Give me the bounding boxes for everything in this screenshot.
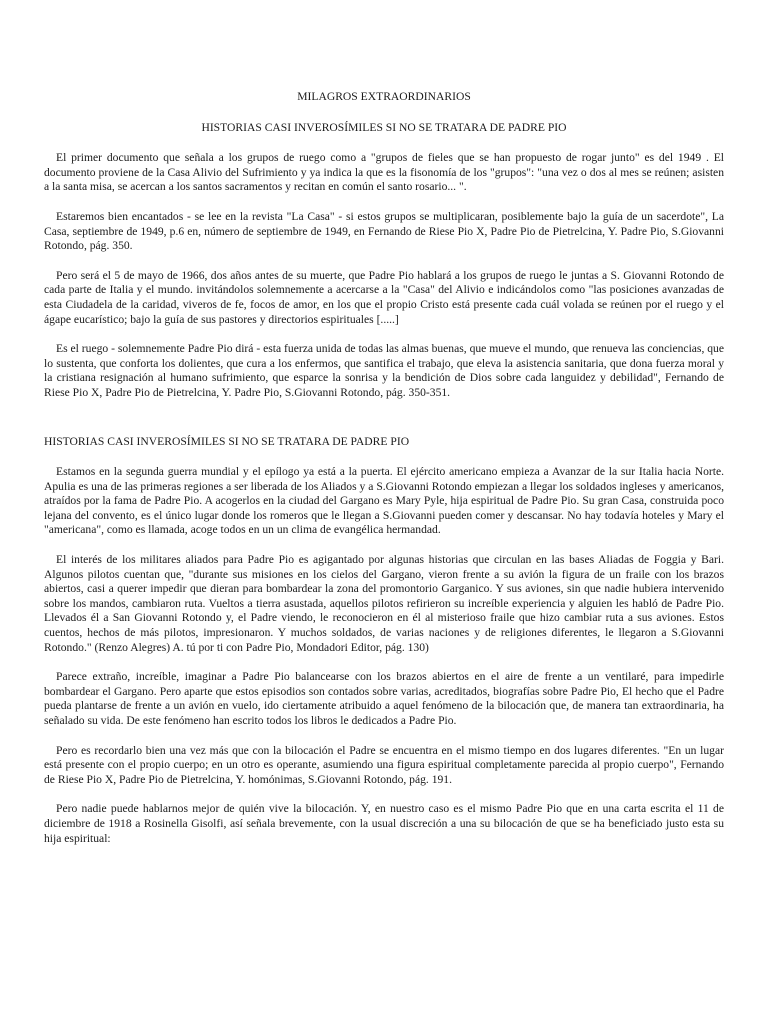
paragraph: El primer documento que señala a los grupos de ruego como a "grupos de fieles que se han propuesto de rogar junto" es del 1949 . El documento proviene de la Casa Alivio del Sufrimiento y ya indica la que es la fisonomía de los "grupos": "una vez o dos al mes se reúnen; asisten a la santa misa, se acercan a los santos sacramentos y recitan en común el santo rosario... ".: [44, 151, 724, 194]
paragraph: Estaremos bien encantados - se lee en la revista "La Casa" - si estos grupos se multiplicaran, posiblemente bajo la guía de un sacerdote", La Casa, septiembre de 1949, p.6 en, número de septiembre de 1949, en Fernando de Riese Pio X, Padre Pio de Pietrelcina, Y. Padre Pio, S.Giovanni Rotondo, pág. 350.: [44, 209, 724, 253]
paragraph: El interés de los militares aliados para Padre Pio es agigantado por algunas historias que circulan en las bases Aliadas de Foggia y Bari. Algunos pilotos cuentan que, "durante sus misiones en los cielos del Gargano, vieron frente a su avión la figura de un fraile con los brazos abiertos, casi a querer impedir que dieran para bombardear la zona del promontorio Garganico. Y sus aviones, sin que nadie hubiera intervenido sobre los mandos, cambiaron ruta. Vueltos a tierra asustada, aquellos pilotos refirieron su increíble experiencia y alguien les habló de Padre Pio. Llevados él a San Giovanni Rotondo y, el Padre viendo, le reconocieron en él al misterioso fraile que hizo cambiar ruta a sus aviones. Estos cuentos, hechos de más pilotos, impresionaron. Y muchos soldados, de varias naciones y de religiones diferentes, le llegaron a S.Giovanni Rotondo." (Renzo Alegres) A. tú por ti con Padre Pio, Mondadori Editor, pág. 130): [44, 553, 724, 654]
document-title: MILAGROS EXTRAORDINARIOS: [297, 90, 471, 103]
paragraph: Estamos en la segunda guerra mundial y el epílogo ya está a la puerta. El ejército americano empieza a Avanzar de la sur Italia hacia Norte. Apulia es una de las primeras regiones a ser liberada de los Aliados y a S.Giovanni Rotondo empiezan a llegar los soldados ingleses y americanos, atraídos por la fama de Padre Pio. A acogerlos en la ciudad del Gargano es Mary Pyle, hija espiritual de Padre Pio. Su gran Casa, construida poco lejana del convento, es el único lugar donde los romeros que le llegan a S.Giovanni pueden comer y descansar. No hay todavía hoteles y Mary el "americana", como es llamada, acoge todos en un un clima de evangélica hermandad.: [44, 465, 724, 537]
paragraph: Es el ruego - solemnemente Padre Pio dirá - esta fuerza unida de todas las almas buenas, que mueve el mundo, que renueva las conciencias, que lo sustenta, que conforta los dolientes, que cura a los enfermos, que santifica el trabajo, que eleva la asistencia sanitaria, que dona fuerza moral y la cristiana resignación al humano sufrimiento, que esparce la sonrisa y la bendición de Dios sobre cada languidez y debilidad", Fernando de Riese Pio X, Padre Pio de Pietrelcina, Y. Padre Pio, S.Giovanni Rotondo, pág. 350-351.: [44, 342, 724, 399]
paragraph: Pero es recordarlo bien una vez más que con la bilocación el Padre se encuentra en el mismo tiempo en dos lugares diferentes. "En un lugar está presente con el propio cuerpo; en un otro es operante, asumiendo una figura espiritual completamente parecida al propio cuerpo", Fernando de Riese Pio X, Padre Pio de Pietrelcina, Y. homónimas, S.Giovanni Rotondo, pág. 191.: [44, 743, 724, 786]
paragraph: Parece extraño, increíble, imaginar a Padre Pio balancearse con los brazos abiertos en el aire de frente a un ventilaré, para impedirle bombardear el Gargano. Pero aparte que estos episodios son contados sobre varias, acreditados, biografías sobre Padre Pio, El hecho que el Padre pueda plantarse de frente a un avión en vuelo, ido ciertamente atribuido a aquel fenómeno de la bilocación que, de manera tan extraordinaria, ha señalado su vida. De este fenómeno han escrito todos los libros le dedicados a Padre Pio.: [44, 670, 724, 727]
section-heading: HISTORIAS CASI INVEROSÍMILES SI NO SE TRATARA DE PADRE PIO: [44, 434, 410, 448]
document-subtitle: HISTORIAS CASI INVEROSÍMILES SI NO SE TRATARA DE PADRE PIO: [201, 120, 567, 134]
paragraph: Pero nadie puede hablarnos mejor de quién vive la bilocación. Y, en nuestro caso es el mismo Padre Pio que en una carta escrita el 11 de diciembre de 1918 a Rosinella Gisolfi, así señala brevemente, con la usual discreción a una su bilocación de que se ha beneficiado justo esta su hija espiritual:: [44, 802, 724, 845]
paragraph: Pero será el 5 de mayo de 1966, dos años antes de su muerte, que Padre Pio hablará a los grupos de ruego le juntas a S. Giovanni Rotondo de cada parte de Italia y el mundo. invitándolos solemnemente a acercarse a la "Casa" del Alivio e indicándolos como "las posiciones avanzadas de esta Ciudadela de la caridad, viveros de fe, focos de amor, en los que el propio Cristo está presente cada cuál volada se reúnen por el ruego y el ágape eucarístico; bajo la guía de sus pastores y directorios espirituales [.....]: [44, 268, 724, 326]
